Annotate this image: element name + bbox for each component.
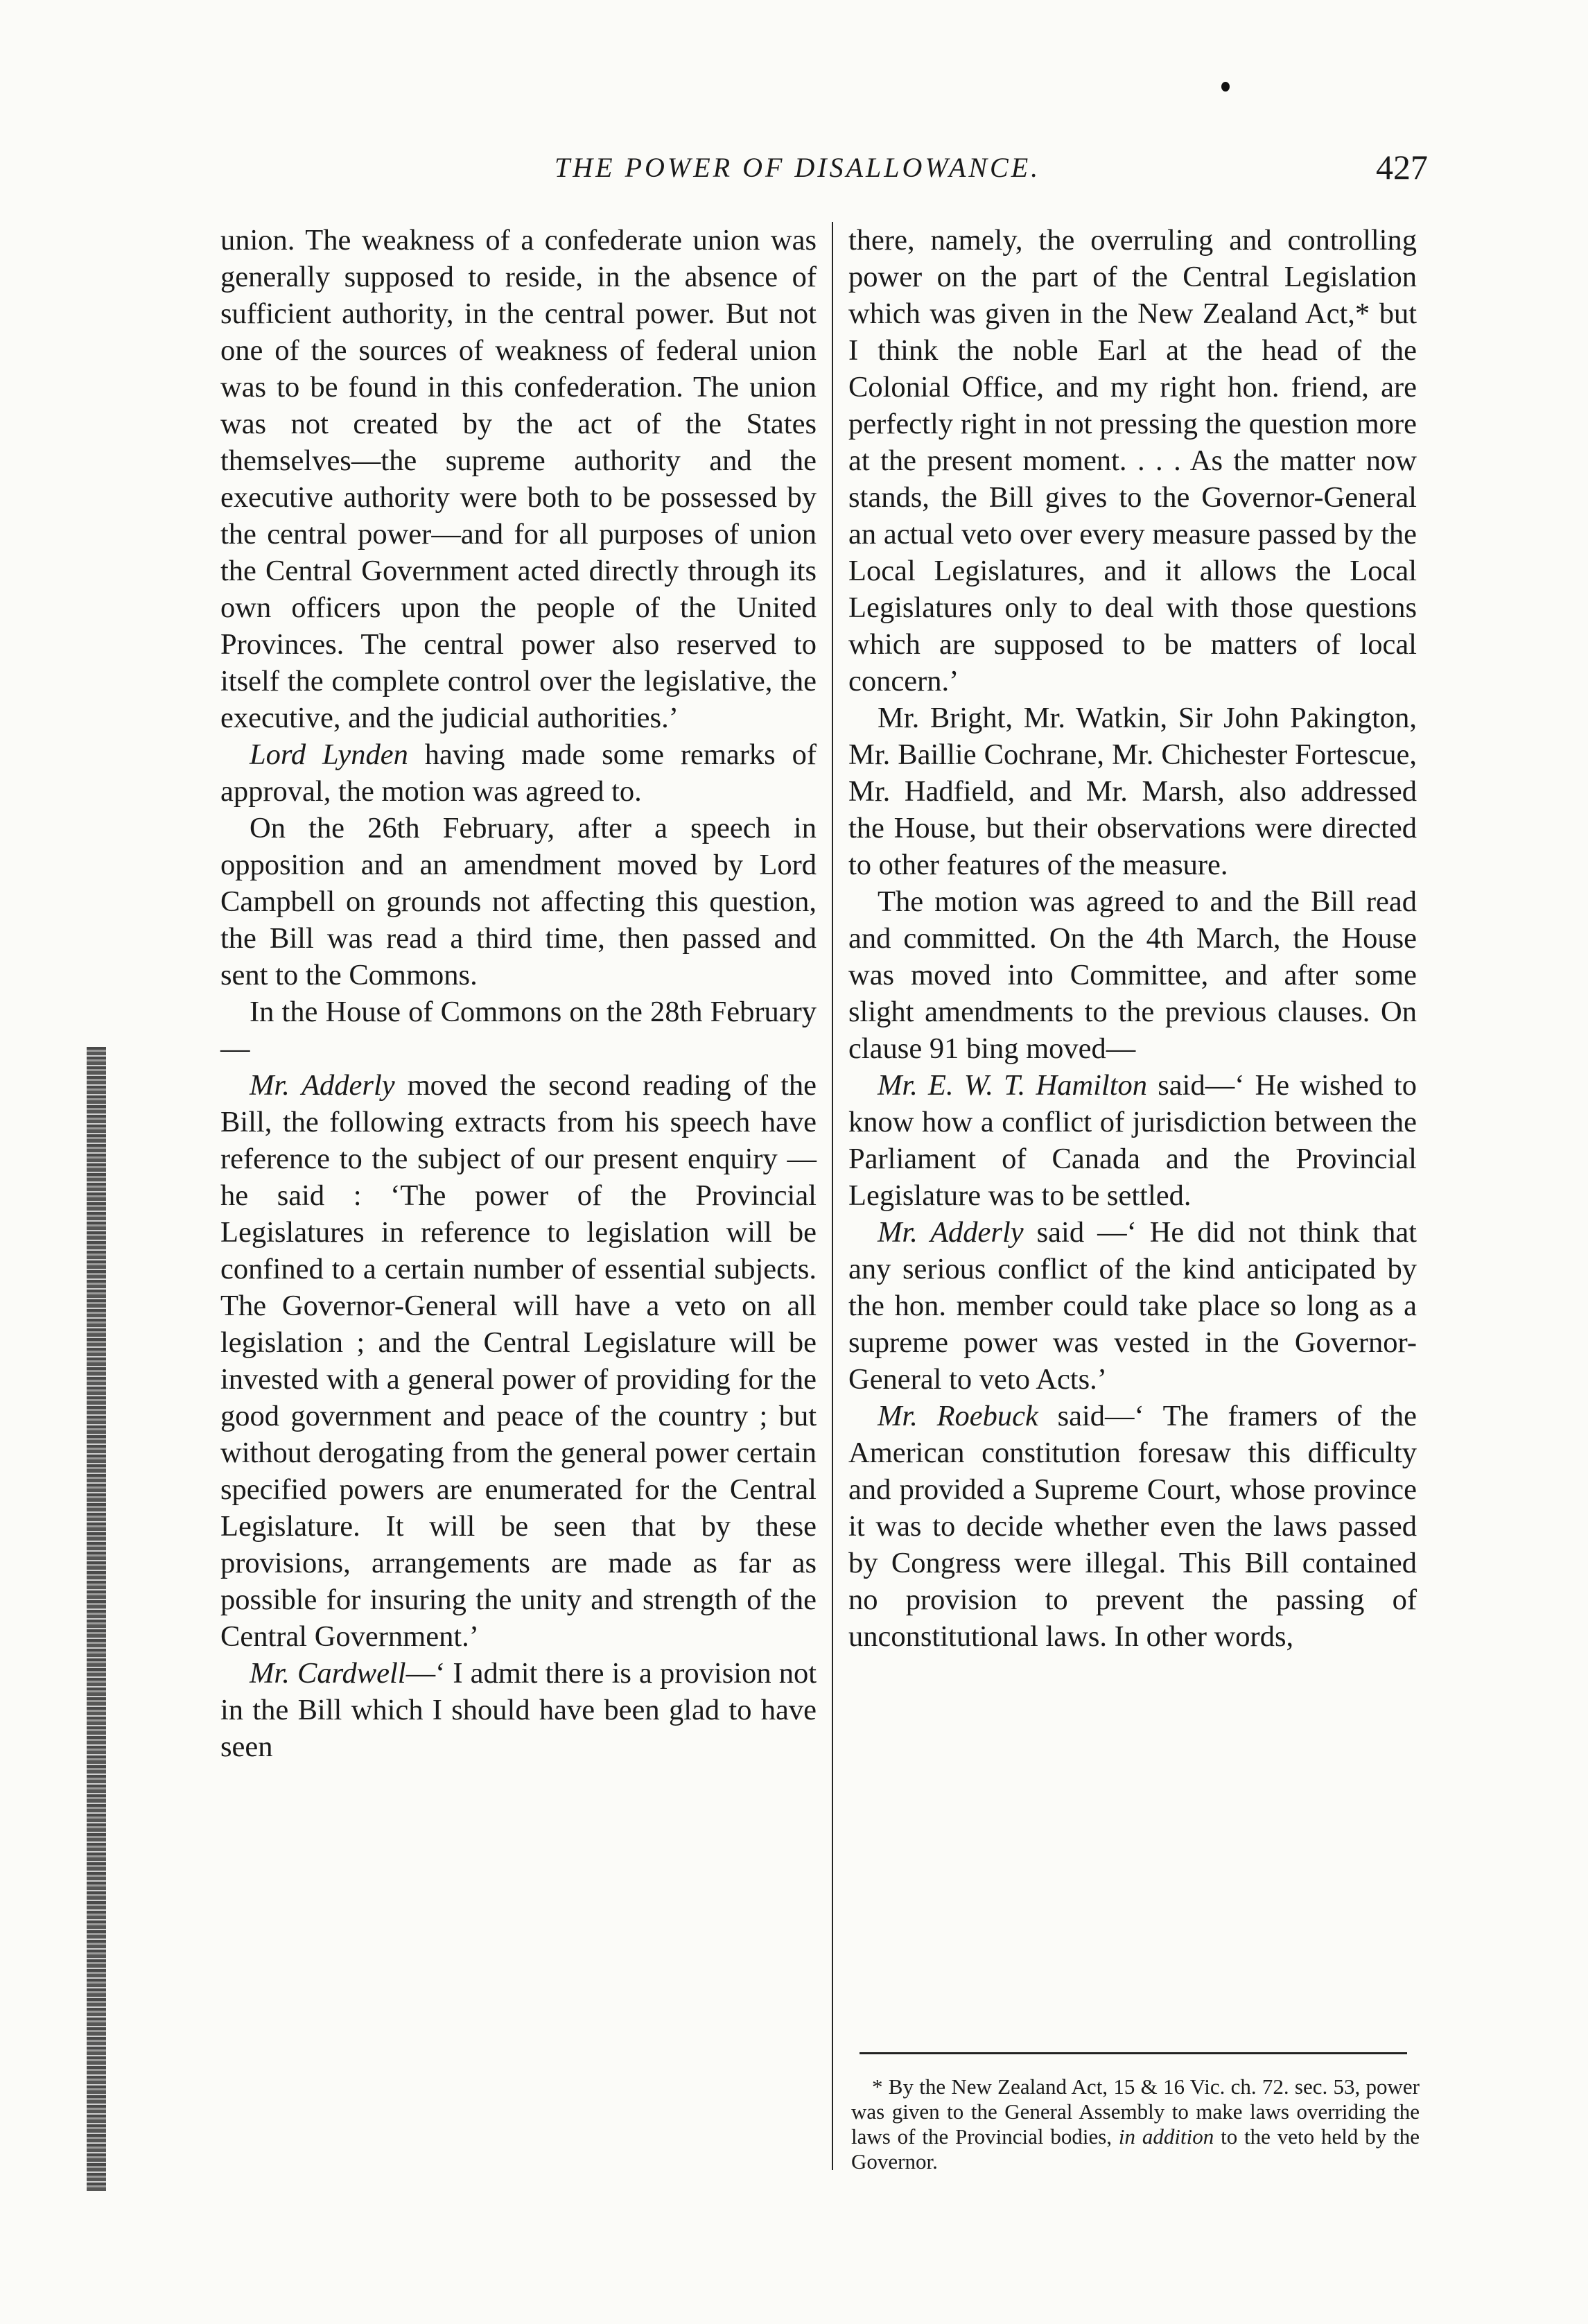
speaker-name: Mr. Adderly xyxy=(878,1216,1024,1249)
column-divider xyxy=(832,222,833,2170)
paragraph xyxy=(848,1067,1417,1214)
paragraph-text: there, namely, the overruling and controlling power on the part of the Central Legislation which was given in the New Zealand Act,* but I think the noble Earl at the head of the Colonial Office, and my right hon. friend, are perfectly right in not pressing the question more at the present moment. . . . As the matter now stands, the Bill gives to the Governor-General an actual veto over every measure passed by the Local Legislatures, and it allows the Local Legislatures only to deal with those questions which are supposed to be matters of local concern.’ xyxy=(848,224,1417,697)
footnote xyxy=(851,2074,1420,2174)
ink-speck xyxy=(1221,82,1230,92)
paragraph-text: The motion was agreed to and the Bill read and committed. On the 4th March, the House was moved into Committee, and after some slight amendments to the previous clauses. On clause 91 bing moved— xyxy=(848,885,1417,1065)
right-column xyxy=(848,222,1417,1655)
footnote-rule xyxy=(860,2052,1407,2054)
paragraph-text: Mr. Bright, Mr. Watkin, Sir John Pakington, Mr. Baillie Cochrane, Mr. Chichester Fortescue, Mr. Hadfield, and Mr. Marsh, also addressed the House, but their observations were directed to other features of the measure. xyxy=(848,702,1417,881)
paragraph xyxy=(848,883,1417,1067)
page-header xyxy=(208,148,1428,200)
paragraph-text: having made some remarks of approval, the motion was agreed to. xyxy=(220,738,817,808)
paragraph xyxy=(220,1655,817,1765)
page-number: 427 xyxy=(1376,148,1428,187)
paragraph-text: said—‘ The framers of the American constitution foresaw this difficulty and provided a Supreme Court, whose province it was to decide whether even the laws passed by Congress were illegal. This Bill contained no provision to prevent the passing of unconstitutional laws. In other words, xyxy=(848,1400,1417,1653)
speaker-name: Mr. Cardwell xyxy=(250,1657,406,1690)
paragraph-text: said —‘ He did not think that any serious conflict of the kind anticipated by the hon. member could take place so long as a supreme power was vested in the Governor-General to veto Acts.’ xyxy=(848,1216,1417,1396)
paragraph xyxy=(220,994,817,1067)
footnote-emphasis: in addition xyxy=(1118,2124,1214,2149)
paragraph-text: On the 26th February, after a speech in opposition and an amendment moved by Lord Campbell on grounds not affecting this question, the Bill was read a third time, then passed and sent to the Commons. xyxy=(220,812,817,991)
binding-edge xyxy=(87,1047,106,2191)
footnote-text-part: to the veto held by the Governor. xyxy=(851,2124,1420,2174)
paragraph-text: In the House of Commons on the 28th February— xyxy=(220,996,817,1065)
paragraph xyxy=(220,222,817,736)
left-column xyxy=(220,222,817,1765)
paragraph-text: moved the second reading of the Bill, the following extracts from his speech have reference to the subject of our present enquiry —he said : ‘The power of the Provincial Legislatures in reference to legislation will be confined to a certain number of essential subjects. The Governor-General will have a veto on all legislation ; and the Central Legislature will be invested with a general power of providing for the good government and peace of the country ; but without derogating from the general power certain specified powers are enumerated for the Central Legislature. It will be seen that by these provisions, arrangements are made as far as possible for insuring the unity and strength of the Central Government.’ xyxy=(220,1069,817,1653)
paragraph xyxy=(220,736,817,810)
paragraph-text: —‘ I admit there is a provision not in the Bill which I should have been glad to have seen xyxy=(220,1657,817,1763)
speaker-name: Mr. Roebuck xyxy=(878,1400,1038,1432)
paragraph xyxy=(848,222,1417,700)
running-title: THE POWER OF DISALLOWANCE. xyxy=(555,152,1041,183)
speaker-name: Mr. Adderly xyxy=(250,1069,395,1102)
paragraph-text: said—‘ He wished to know how a conflict of jurisdiction between the Parliament of Canada and the Provincial Legislature was to be settled. xyxy=(848,1069,1417,1212)
footnote-text xyxy=(851,2074,1420,2174)
speaker-name: Mr. E. W. T. Hamilton xyxy=(878,1069,1148,1102)
paragraph-text: union. The weakness of a confederate union was generally supposed to reside, in the absence of sufficient authority, in the central power. But not one of the sources of weakness of federal union was to be found in this confederation. The union was not created by the act of the States themselves—the supreme authority and the executive authority were both to be possessed by the central power—and for all purposes of union the Central Government acted directly through its own officers upon the people of the United Provinces. The central power also reserved to itself the complete control over the legislative, the executive, and the judicial authorities.’ xyxy=(220,224,817,734)
speaker-name: Lord Lynden xyxy=(250,738,408,771)
paragraph xyxy=(220,810,817,994)
paragraph xyxy=(220,1067,817,1655)
footnote-text-part: * By the New Zealand Act, 15 & 16 Vic. ch. 72. sec. 53, power was given to the General Assembly to make laws overriding the laws of the Provincial bodies, xyxy=(851,2074,1420,2149)
paragraph xyxy=(848,1214,1417,1398)
paragraph xyxy=(848,700,1417,883)
paragraph xyxy=(848,1398,1417,1655)
